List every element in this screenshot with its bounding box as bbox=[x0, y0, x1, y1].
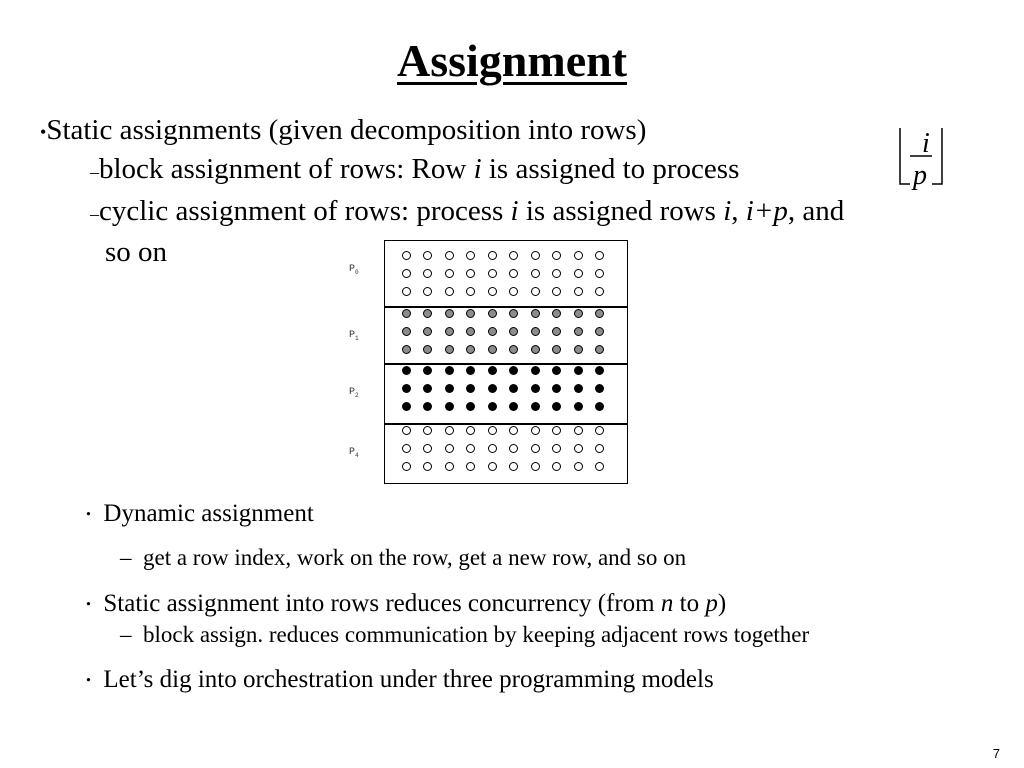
row-element-dot bbox=[423, 366, 432, 375]
row-element-dot bbox=[531, 309, 540, 318]
row-element-dot bbox=[552, 402, 561, 411]
row-element-dot bbox=[595, 444, 604, 453]
row-element-dot bbox=[509, 345, 518, 354]
row-element-dot bbox=[552, 287, 561, 296]
row-element-dot bbox=[531, 287, 540, 296]
row-element-dot bbox=[509, 366, 518, 375]
bullet-cyclic-assignment: –cyclic assignment of rows: process i is assigned rows i, i+p, and bbox=[90, 195, 845, 227]
row-element-dot bbox=[531, 251, 540, 260]
row-element-dot bbox=[445, 426, 454, 435]
row-element-dot bbox=[531, 402, 540, 411]
row-element-dot bbox=[466, 251, 475, 260]
row-element-dot bbox=[445, 462, 454, 471]
row-element-dot bbox=[595, 426, 604, 435]
row-element-dot bbox=[402, 287, 411, 296]
bullet-static-rows: • Static assignment into rows reduces concurrency (from n to p) bbox=[86, 590, 727, 617]
row-element-dot bbox=[574, 402, 583, 411]
row-element-dot bbox=[552, 384, 561, 393]
row-element-dot bbox=[574, 309, 583, 318]
row-element-dot bbox=[402, 309, 411, 318]
row-element-dot bbox=[423, 345, 432, 354]
row-element-dot bbox=[445, 287, 454, 296]
row-element-dot bbox=[574, 444, 583, 453]
row-element-dot bbox=[552, 366, 561, 375]
row-element-dot bbox=[552, 309, 561, 318]
row-element-dot bbox=[466, 444, 475, 453]
row-element-dot bbox=[445, 444, 454, 453]
row-element-dot bbox=[574, 426, 583, 435]
process-separator bbox=[385, 363, 627, 365]
row-element-dot bbox=[402, 345, 411, 354]
row-element-dot bbox=[466, 269, 475, 278]
row-element-dot bbox=[509, 384, 518, 393]
row-element-dot bbox=[402, 462, 411, 471]
row-element-dot bbox=[595, 327, 604, 336]
row-element-dot bbox=[531, 327, 540, 336]
row-element-dot bbox=[595, 384, 604, 393]
row-element-dot bbox=[552, 462, 561, 471]
row-element-dot bbox=[595, 269, 604, 278]
row-element-dot bbox=[509, 287, 518, 296]
row-element-dot bbox=[488, 269, 497, 278]
row-element-dot bbox=[402, 251, 411, 260]
row-element-dot bbox=[445, 402, 454, 411]
row-element-dot bbox=[552, 444, 561, 453]
row-element-dot bbox=[509, 462, 518, 471]
page-number: 7 bbox=[992, 746, 1000, 761]
row-element-dot bbox=[531, 426, 540, 435]
row-element-dot bbox=[402, 384, 411, 393]
row-element-dot bbox=[423, 402, 432, 411]
row-element-dot bbox=[488, 462, 497, 471]
row-element-dot bbox=[488, 327, 497, 336]
row-element-dot bbox=[531, 345, 540, 354]
row-element-dot bbox=[488, 251, 497, 260]
row-element-dot bbox=[466, 402, 475, 411]
row-element-dot bbox=[595, 366, 604, 375]
row-element-dot bbox=[509, 426, 518, 435]
row-element-dot bbox=[574, 384, 583, 393]
row-element-dot bbox=[402, 366, 411, 375]
row-element-dot bbox=[488, 366, 497, 375]
row-element-dot bbox=[488, 345, 497, 354]
process-label: $P_0$ bbox=[349, 264, 359, 276]
row-element-dot bbox=[574, 251, 583, 260]
row-element-dot bbox=[595, 462, 604, 471]
row-element-dot bbox=[466, 287, 475, 296]
row-element-dot bbox=[402, 327, 411, 336]
row-element-dot bbox=[574, 345, 583, 354]
bullet-orchestration: • Let’s dig into orchestration under three programming models bbox=[86, 666, 714, 693]
row-element-dot bbox=[488, 402, 497, 411]
row-element-dot bbox=[466, 366, 475, 375]
slide-title: Assignment bbox=[396, 35, 628, 86]
row-element-dot bbox=[509, 444, 518, 453]
row-element-dot bbox=[445, 309, 454, 318]
row-element-dot bbox=[531, 384, 540, 393]
row-element-dot bbox=[423, 426, 432, 435]
row-element-dot bbox=[574, 327, 583, 336]
row-element-dot bbox=[531, 366, 540, 375]
bullet-dynamic-sub: – get a row index, work on the row, get a new row, and so on bbox=[120, 545, 687, 570]
bullet-block-assign-sub: – block assign. reduces communication by keeping adjacent rows together bbox=[120, 622, 810, 647]
row-element-dot bbox=[423, 251, 432, 260]
fraction-numerator: i bbox=[922, 128, 930, 159]
process-label: $P_2$ bbox=[349, 387, 359, 399]
row-element-dot bbox=[574, 366, 583, 375]
bullet-static-assignments: •Static assignments (given decomposition into rows) bbox=[40, 114, 647, 146]
row-element-dot bbox=[445, 269, 454, 278]
row-element-dot bbox=[466, 309, 475, 318]
bullet-dynamic-assignment: • Dynamic assignment bbox=[86, 500, 314, 527]
fraction-denominator: p bbox=[913, 160, 927, 191]
row-assignment-diagram bbox=[384, 240, 628, 484]
row-element-dot bbox=[552, 251, 561, 260]
row-element-dot bbox=[445, 251, 454, 260]
row-element-dot bbox=[595, 309, 604, 318]
row-element-dot bbox=[574, 287, 583, 296]
row-element-dot bbox=[488, 444, 497, 453]
row-element-dot bbox=[423, 384, 432, 393]
row-element-dot bbox=[466, 327, 475, 336]
row-element-dot bbox=[552, 345, 561, 354]
row-element-dot bbox=[423, 444, 432, 453]
row-element-dot bbox=[595, 251, 604, 260]
row-element-dot bbox=[466, 462, 475, 471]
row-element-dot bbox=[552, 269, 561, 278]
process-label: $P_1$ bbox=[349, 330, 359, 342]
row-element-dot bbox=[466, 345, 475, 354]
row-element-dot bbox=[445, 327, 454, 336]
bullet-block-assignment: –block assignment of rows: Row i is assigned to process bbox=[90, 153, 740, 185]
row-element-dot bbox=[488, 309, 497, 318]
row-element-dot bbox=[509, 327, 518, 336]
row-element-dot bbox=[509, 251, 518, 260]
row-element-dot bbox=[595, 345, 604, 354]
row-element-dot bbox=[531, 444, 540, 453]
row-element-dot bbox=[402, 269, 411, 278]
row-element-dot bbox=[574, 269, 583, 278]
process-separator bbox=[385, 423, 627, 425]
row-element-dot bbox=[423, 327, 432, 336]
row-element-dot bbox=[402, 402, 411, 411]
row-element-dot bbox=[488, 384, 497, 393]
row-element-dot bbox=[466, 384, 475, 393]
process-label: $P_4$ bbox=[349, 447, 359, 459]
row-element-dot bbox=[509, 402, 518, 411]
row-element-dot bbox=[466, 426, 475, 435]
row-element-dot bbox=[509, 309, 518, 318]
row-element-dot bbox=[445, 345, 454, 354]
row-element-dot bbox=[552, 426, 561, 435]
row-element-dot bbox=[488, 287, 497, 296]
row-element-dot bbox=[595, 402, 604, 411]
row-element-dot bbox=[423, 462, 432, 471]
row-element-dot bbox=[574, 462, 583, 471]
row-element-dot bbox=[402, 444, 411, 453]
row-element-dot bbox=[423, 287, 432, 296]
row-element-dot bbox=[552, 327, 561, 336]
process-separator bbox=[385, 306, 627, 308]
row-element-dot bbox=[509, 269, 518, 278]
row-element-dot bbox=[531, 462, 540, 471]
row-element-dot bbox=[595, 287, 604, 296]
row-element-dot bbox=[423, 309, 432, 318]
row-element-dot bbox=[423, 269, 432, 278]
row-element-dot bbox=[488, 426, 497, 435]
row-element-dot bbox=[445, 384, 454, 393]
row-element-dot bbox=[402, 426, 411, 435]
bullet-cyclic-continuation: so on bbox=[105, 236, 168, 268]
row-element-dot bbox=[445, 366, 454, 375]
row-element-dot bbox=[531, 269, 540, 278]
